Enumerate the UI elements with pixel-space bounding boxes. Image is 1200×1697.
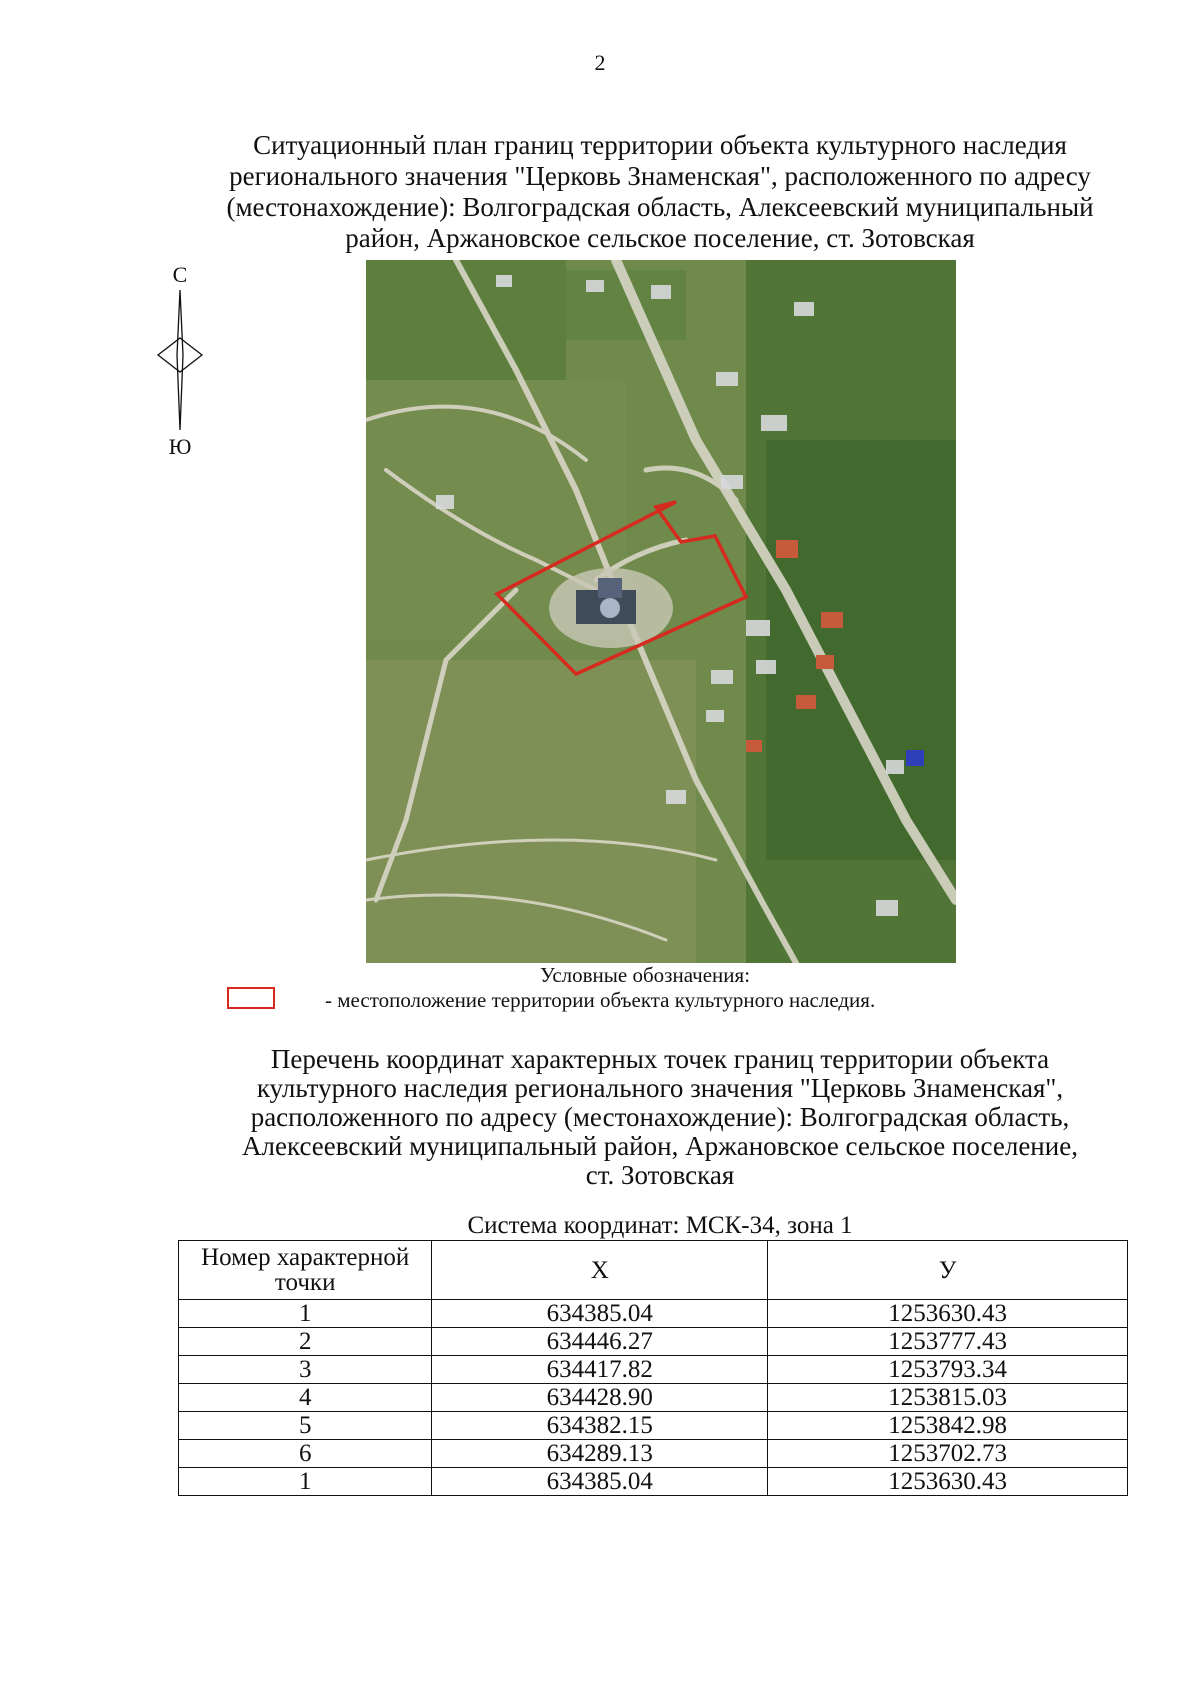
y-cell: 1253630.43 xyxy=(768,1300,1128,1328)
satellite-map xyxy=(366,260,956,963)
table-row xyxy=(179,1356,1128,1384)
table-row xyxy=(179,1412,1128,1440)
north-label: С xyxy=(172,262,188,287)
south-label: Ю xyxy=(168,434,192,459)
point-number-cell: 5 xyxy=(179,1412,432,1440)
y-cell: 1253815.03 xyxy=(768,1384,1128,1412)
satellite-image xyxy=(366,260,956,963)
x-cell: 634385.04 xyxy=(432,1468,768,1496)
table-row xyxy=(179,1440,1128,1468)
x-cell: 634417.82 xyxy=(432,1356,768,1384)
point-number-cell: 2 xyxy=(179,1328,432,1356)
point-number-cell: 1 xyxy=(179,1468,432,1496)
title-line: Перечень координат характерных точек границ территории объекта xyxy=(270,1044,1050,1074)
x-cell: 634446.27 xyxy=(432,1328,768,1356)
y-cell: 1253630.43 xyxy=(768,1468,1128,1496)
y-cell: 1253777.43 xyxy=(768,1328,1128,1356)
x-cell: 634382.15 xyxy=(432,1412,768,1440)
title-line: район, Аржановское сельское поселение, ст. Зотовская xyxy=(345,223,975,253)
point-number-cell: 1 xyxy=(179,1300,432,1328)
title-line: Ситуационный план границ территории объекта культурного наследия xyxy=(253,130,1067,160)
title-line: регионального значения "Церковь Знаменская", расположенного по адресу xyxy=(229,161,1091,191)
y-cell: 1253793.34 xyxy=(768,1356,1128,1384)
legend-item-label: - местоположение территории объекта культурного наследия. xyxy=(325,988,876,1012)
legend-heading: Условные обозначения: xyxy=(540,963,751,987)
situation-plan-title xyxy=(150,130,1170,254)
point-number-cell: 3 xyxy=(179,1356,432,1384)
y-cell: 1253702.73 xyxy=(768,1440,1128,1468)
title-line: Алексеевский муниципальный район, Аржановское сельское поселение, xyxy=(242,1131,1078,1161)
title-line: культурного наследия регионального значения "Церковь Знаменская", xyxy=(256,1073,1064,1103)
x-cell: 634428.90 xyxy=(432,1384,768,1412)
header-point-number: Номер характерной точки xyxy=(179,1241,432,1300)
legend-boundary-swatch xyxy=(227,987,275,1009)
title-line: ст. Зотовская xyxy=(585,1160,735,1190)
point-number-cell: 6 xyxy=(179,1440,432,1468)
title-line: (местонахождение): Волгоградская область, Алексеевский муниципальный xyxy=(226,192,1094,222)
coordinates-table xyxy=(178,1240,1128,1496)
y-cell: 1253842.98 xyxy=(768,1412,1128,1440)
header-y: У xyxy=(768,1241,1128,1300)
title-line: расположенного по адресу (местонахождение): Волгоградская область, xyxy=(250,1102,1070,1132)
table-row xyxy=(179,1328,1128,1356)
coordinate-system-label: Система координат: МСК-34, зона 1 xyxy=(467,1212,853,1239)
compass-rose-icon xyxy=(150,290,210,430)
table-row xyxy=(179,1468,1128,1496)
north-arrow xyxy=(150,262,210,462)
page-number: 2 xyxy=(594,50,606,75)
x-cell: 634385.04 xyxy=(432,1300,768,1328)
table-row xyxy=(179,1300,1128,1328)
table-header-row xyxy=(179,1241,1128,1300)
header-x: X xyxy=(432,1241,768,1300)
x-cell: 634289.13 xyxy=(432,1440,768,1468)
table-row xyxy=(179,1384,1128,1412)
point-number-cell: 4 xyxy=(179,1384,432,1412)
coordinates-list-title xyxy=(150,1045,1170,1190)
